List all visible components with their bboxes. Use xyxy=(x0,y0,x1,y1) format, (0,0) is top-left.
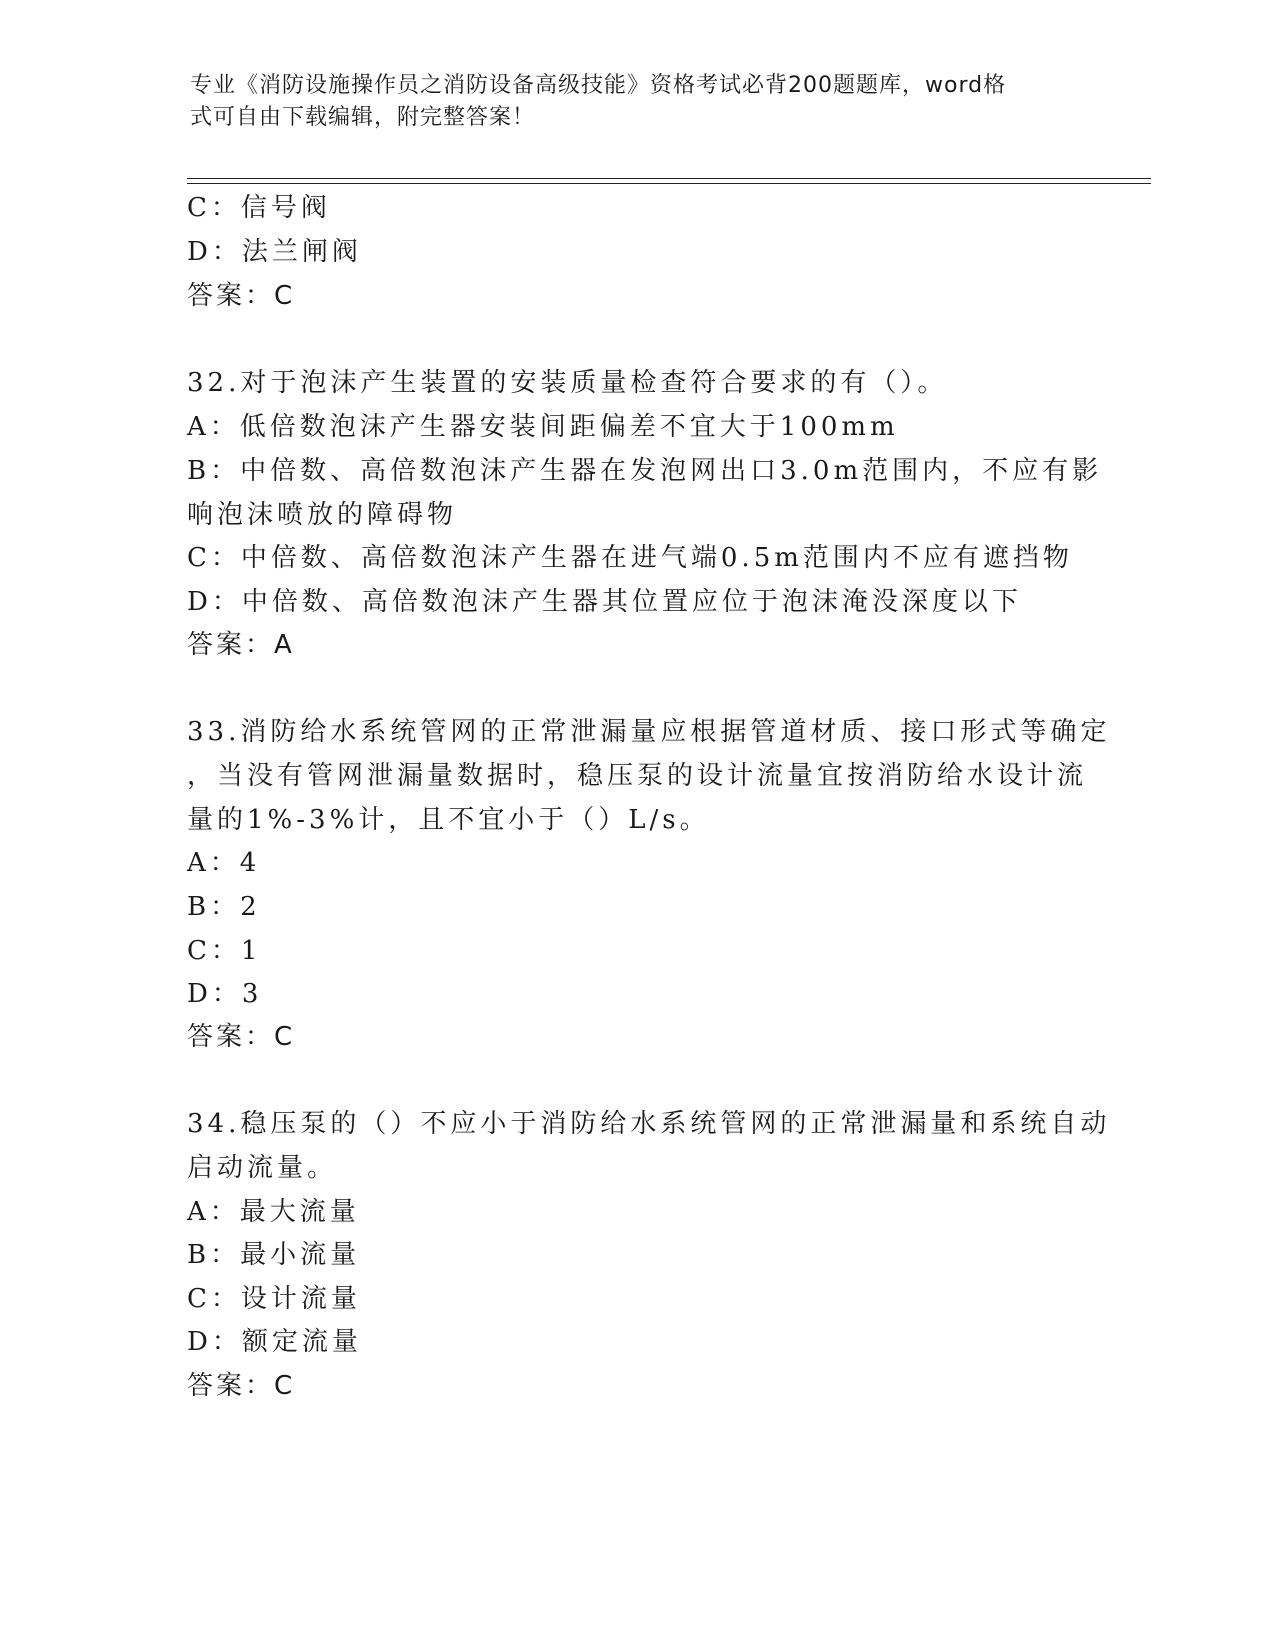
q32-answer: 答案：A xyxy=(187,630,295,660)
q31-option-c: C：信号阀 xyxy=(187,193,331,223)
q34-option-b: B：最小流量 xyxy=(187,1240,361,1270)
q33-option-c: C：1 xyxy=(187,936,262,966)
q32-option-c: C：中倍数、高倍数泡沫产生器在进气端0.5m范围内不应有遮挡物 xyxy=(187,543,1073,573)
q33-stem-line-2: ，当没有管网泄漏量数据时，稳压泵的设计流量宜按消防给水设计流 xyxy=(187,761,1088,791)
header-divider-bottom xyxy=(187,183,1151,184)
header-line-2: 式可自由下载编辑，附完整答案！ xyxy=(190,105,536,130)
q34-option-a: A：最大流量 xyxy=(187,1197,360,1227)
q32-option-b-line-1: B：中倍数、高倍数泡沫产生器在发泡网出口3.0m范围内，不应有影 xyxy=(187,456,1103,486)
q33-option-d: D：3 xyxy=(187,979,263,1009)
q34-option-c: C：设计流量 xyxy=(187,1284,361,1314)
q34-stem-line-2: 启动流量。 xyxy=(187,1153,338,1183)
q33-option-b: B：2 xyxy=(187,892,261,922)
q34-option-d: D：额定流量 xyxy=(187,1327,362,1357)
q31-answer: 答案：C xyxy=(187,281,296,311)
q31-option-d: D：法兰闸阀 xyxy=(187,237,362,267)
q32-option-b-line-2: 响泡沫喷放的障碍物 xyxy=(187,500,458,530)
q33-stem-line-3: 量的1%-3%计，且不宜小于（）L/s。 xyxy=(187,805,710,835)
q34-answer: 答案：C xyxy=(187,1371,296,1401)
q33-option-a: A：4 xyxy=(187,848,261,878)
q32-option-a: A：低倍数泡沫产生器安装间距偏差不宜大于100mm xyxy=(187,412,899,442)
q33-stem-line-1: 33.消防给水系统管网的正常泄漏量应根据管道材质、接口形式等确定 xyxy=(187,717,1111,747)
header-divider-top xyxy=(187,178,1151,179)
document-header xyxy=(190,70,1070,134)
q32-stem: 32.对于泡沫产生装置的安装质量检查符合要求的有（）。 xyxy=(187,368,948,398)
q33-answer: 答案：C xyxy=(187,1022,296,1052)
header-line-1: 专业《消防设施操作员之消防设备高级技能》资格考试必背200题题库，word格 xyxy=(190,73,1007,98)
q32-option-d: D：中倍数、高倍数泡沫产生器其位置应位于泡沫淹没深度以下 xyxy=(187,587,1022,617)
q34-stem-line-1: 34.稳压泵的（）不应小于消防给水系统管网的正常泄漏量和系统自动 xyxy=(187,1109,1111,1139)
